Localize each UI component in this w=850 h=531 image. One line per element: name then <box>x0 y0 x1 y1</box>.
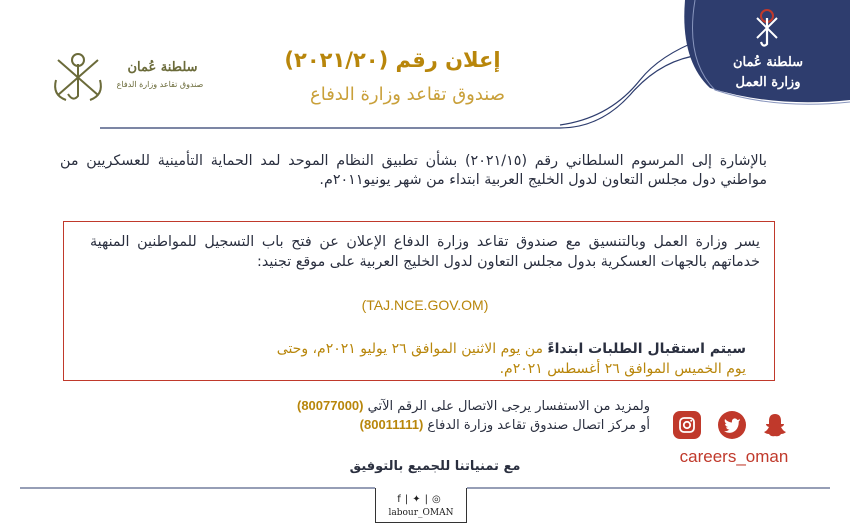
fund-name: سلطنة عُمان <box>127 60 198 75</box>
website-link[interactable]: (TAJ.NCE.GOV.OM) <box>361 297 489 313</box>
ministry-name: سلطنة عُمان <box>732 55 804 70</box>
instagram-icon <box>678 416 696 434</box>
twitter-icon <box>723 417 741 433</box>
footer-social-icons: f|✦|◎ <box>397 494 445 505</box>
contact-text-2: أو مركز اتصال صندوق تقاعد وزارة الدفاع <box>423 418 650 433</box>
schedule-dates: من يوم الاثنين الموافق ٢٦ يوليو ٢٠٢١م، وحتى يوم الخميس الموافق ٢٦ أغسطس ٢٠٢١م. <box>276 341 746 377</box>
intro-paragraph: بالإشارة إلى المرسوم السلطاني رقم (٢٠٢١/١٥) بشأن تطبيق النظام الموحد لمد الحماية التأمينية للعسكريين من مواطني دول مجلس التعاون لدول الخليج العربية ابتداء من شهر يونيو٢٠١١م. <box>60 153 767 188</box>
twitter-icon[interactable]: ✦ <box>412 494 425 505</box>
fund-name-sub: صندوق تقاعد وزارة الدفاع <box>116 80 204 89</box>
ministry-name-sub: وزارة العمل <box>735 75 801 90</box>
instagram-button[interactable] <box>673 411 701 439</box>
contact-text-1: ولمزيد من الاستفسار يرجى الاتصال على الرقم الآتي <box>363 399 650 414</box>
closing-text: مع تمنياتنا للجميع بالتوفيق <box>349 459 521 474</box>
registration-paragraph: يسر وزارة العمل وبالتنسيق مع صندوق تقاعد وزارة الدفاع الإعلان عن فتح باب التسجيل للمواطنين المنهية خدماتهم بالجهات العسكرية بدول مجلس التعاون لدول الخليج العربية على موقع تجنيد: <box>90 234 760 270</box>
phone-number-2[interactable]: (80011111) <box>359 417 424 432</box>
contact-line-1 <box>170 398 650 414</box>
snapchat-button[interactable] <box>761 411 789 439</box>
twitter-button[interactable] <box>718 411 746 439</box>
contact-line-2 <box>220 417 650 433</box>
facebook-icon[interactable]: f <box>397 494 405 505</box>
defense-fund-emblem-icon <box>48 50 108 105</box>
schedule-text <box>270 339 746 379</box>
announcement-title: إعلان رقم (٢٠٢١/٢٠) <box>284 48 501 72</box>
schedule-lead: سيتم استقبال الطلبات ابتداءً <box>547 341 746 357</box>
instagram-icon[interactable]: ◎ <box>431 494 445 505</box>
footer-handle[interactable]: labour_OMAN <box>388 508 454 518</box>
social-handle[interactable]: careers_oman <box>679 447 789 466</box>
snapchat-icon <box>761 411 789 439</box>
announcement-subtitle: صندوق تقاعد وزارة الدفاع <box>309 84 506 105</box>
phone-number-1[interactable]: (80077000) <box>296 398 364 413</box>
